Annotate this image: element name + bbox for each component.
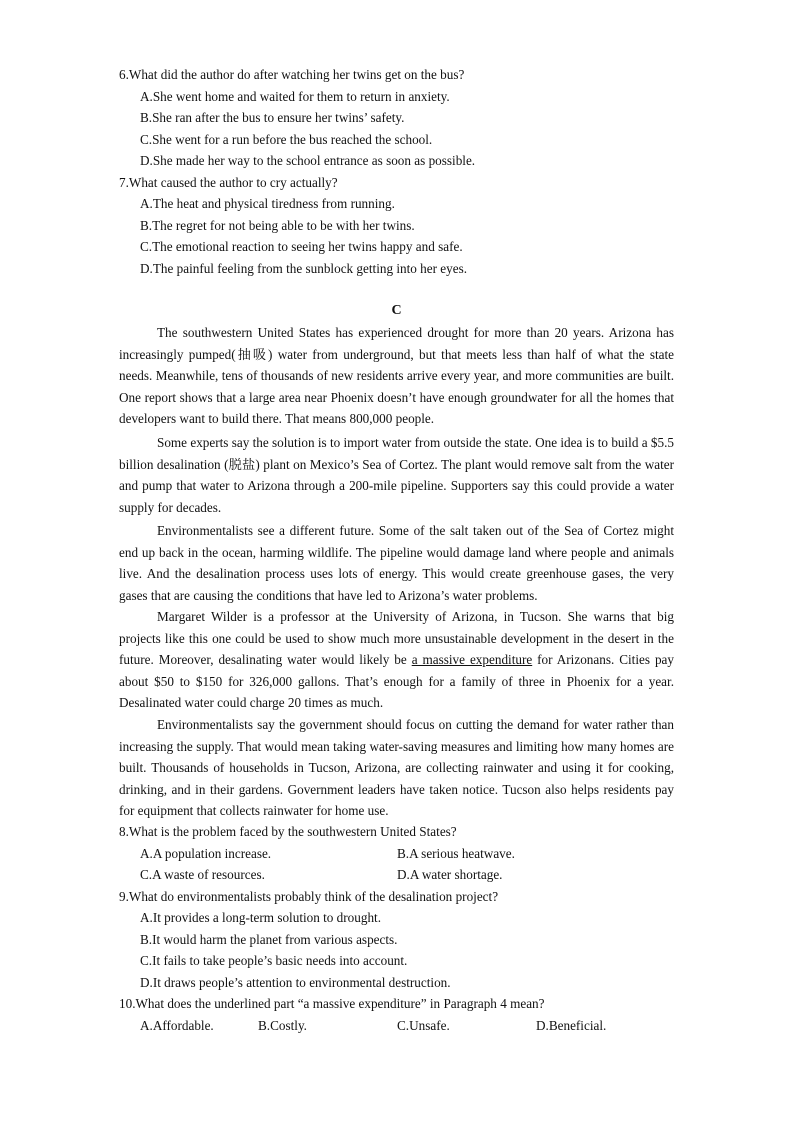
question-6-option-c: C.She went for a run before the bus reached the school. — [140, 132, 433, 147]
passage-paragraph-2: Some experts say the solution is to import water from outside the state. One idea is to build a $5.5 billion desalination (脱盐) plant on Mexico’s Sea of Cortez. The plant would remove salt from the water and pump that water to Arizona through a 200-mile pipeline. Supporters say this could provide a water supply for decades. — [119, 435, 674, 515]
question-7-option-a: A.The heat and physical tiredness from running. — [140, 196, 395, 211]
question-9-option-b: B.It would harm the planet from various aspects. — [140, 932, 398, 947]
question-6-stem: 6.What did the author do after watching her twins get on the bus? — [119, 67, 465, 82]
question-6-option-b: B.She ran after the bus to ensure her twins’ safety. — [140, 110, 405, 125]
question-9-option-c: C.It fails to take people’s basic needs into account. — [140, 953, 408, 968]
paragraph-4-text-before: Margaret Wilder is a professor at the University of Arizona, in Tucson. She warns that big projects like this one could be used to show much more unsustainable development in the desert in the future. Moreover, desalinating water would likely be — [119, 609, 674, 668]
question-6-option-a: A.She went home and waited for them to return in anxiety. — [140, 89, 450, 104]
question-10-option-c: C.Unsafe. — [397, 1018, 450, 1033]
question-10-stem: 10.What does the underlined part “a massive expenditure” in Paragraph 4 mean? — [119, 996, 545, 1011]
passage-paragraph-1: The southwestern United States has experienced drought for more than 20 years. Arizona has increasingly pumped(抽吸) water from underground, but that meets less than half of what the state needs. Meanwhile, tens of thousands of new residents arrive every year, and more communities are built. One report shows that a large area near Phoenix doesn’t have enough groundwater for all the homes that developers want to build there. That means 800,000 people. — [119, 325, 674, 427]
question-8-option-c: C.A waste of resources. — [140, 867, 265, 882]
question-7-option-c: C.The emotional reaction to seeing her twins happy and safe. — [140, 239, 463, 254]
underlined-phrase: a massive expenditure — [411, 652, 533, 668]
passage-paragraph-4 — [119, 606, 674, 714]
question-10-option-a: A.Affordable. — [140, 1018, 214, 1033]
question-6-option-d: D.She made her way to the school entrance as soon as possible. — [140, 153, 476, 168]
question-7-option-d: D.The painful feeling from the sunblock getting into her eyes. — [140, 261, 468, 276]
question-8-option-d: D.A water shortage. — [397, 867, 503, 882]
question-8-option-a: A.A population increase. — [140, 846, 272, 861]
passage-paragraph-3: Environmentalists see a different future. Some of the salt taken out of the Sea of Cortez might end up back in the ocean, harming wildlife. The pipeline would damage land where people and animals live. And the desalination process uses lots of energy. This would create greenhouse gases, the very gases that are causing the conditions that have led to Arizona’s water problems. — [119, 523, 674, 603]
question-10-option-b: B.Costly. — [258, 1018, 307, 1033]
question-10-option-d: D.Beneficial. — [536, 1018, 607, 1033]
question-7-option-b: B.The regret for not being able to be with her twins. — [140, 218, 415, 233]
question-9-stem: 9.What do environmentalists probably think of the desalination project? — [119, 889, 499, 904]
question-8-option-b: B.A serious heatwave. — [397, 846, 515, 861]
question-7-stem: 7.What caused the author to cry actually? — [119, 175, 338, 190]
paragraph-4-text-after: for Arizonans. Cities pay about $50 to $150 for 326,000 gallons. That’s enough for a family of three in Phoenix for a year. Desalinated water could charge 20 times as much. — [119, 652, 674, 711]
question-9-option-d: D.It draws people’s attention to environmental destruction. — [140, 975, 451, 990]
question-9-option-a: A.It provides a long-term solution to drought. — [140, 910, 382, 925]
passage-paragraph-5: Environmentalists say the government should focus on cutting the demand for water rather than increasing the supply. That would mean taking water-saving measures and limiting how many homes are built. Thousands of households in Tucson, Arizona, are collecting rainwater and using it for cooking, drinking, and in their gardens. Government leaders have taken notice. Tucson also helps residents pay for equipment that collects rainwater for home use. — [119, 717, 674, 819]
section-heading: C — [391, 303, 402, 318]
question-8-stem: 8.What is the problem faced by the southwestern United States? — [119, 824, 457, 839]
